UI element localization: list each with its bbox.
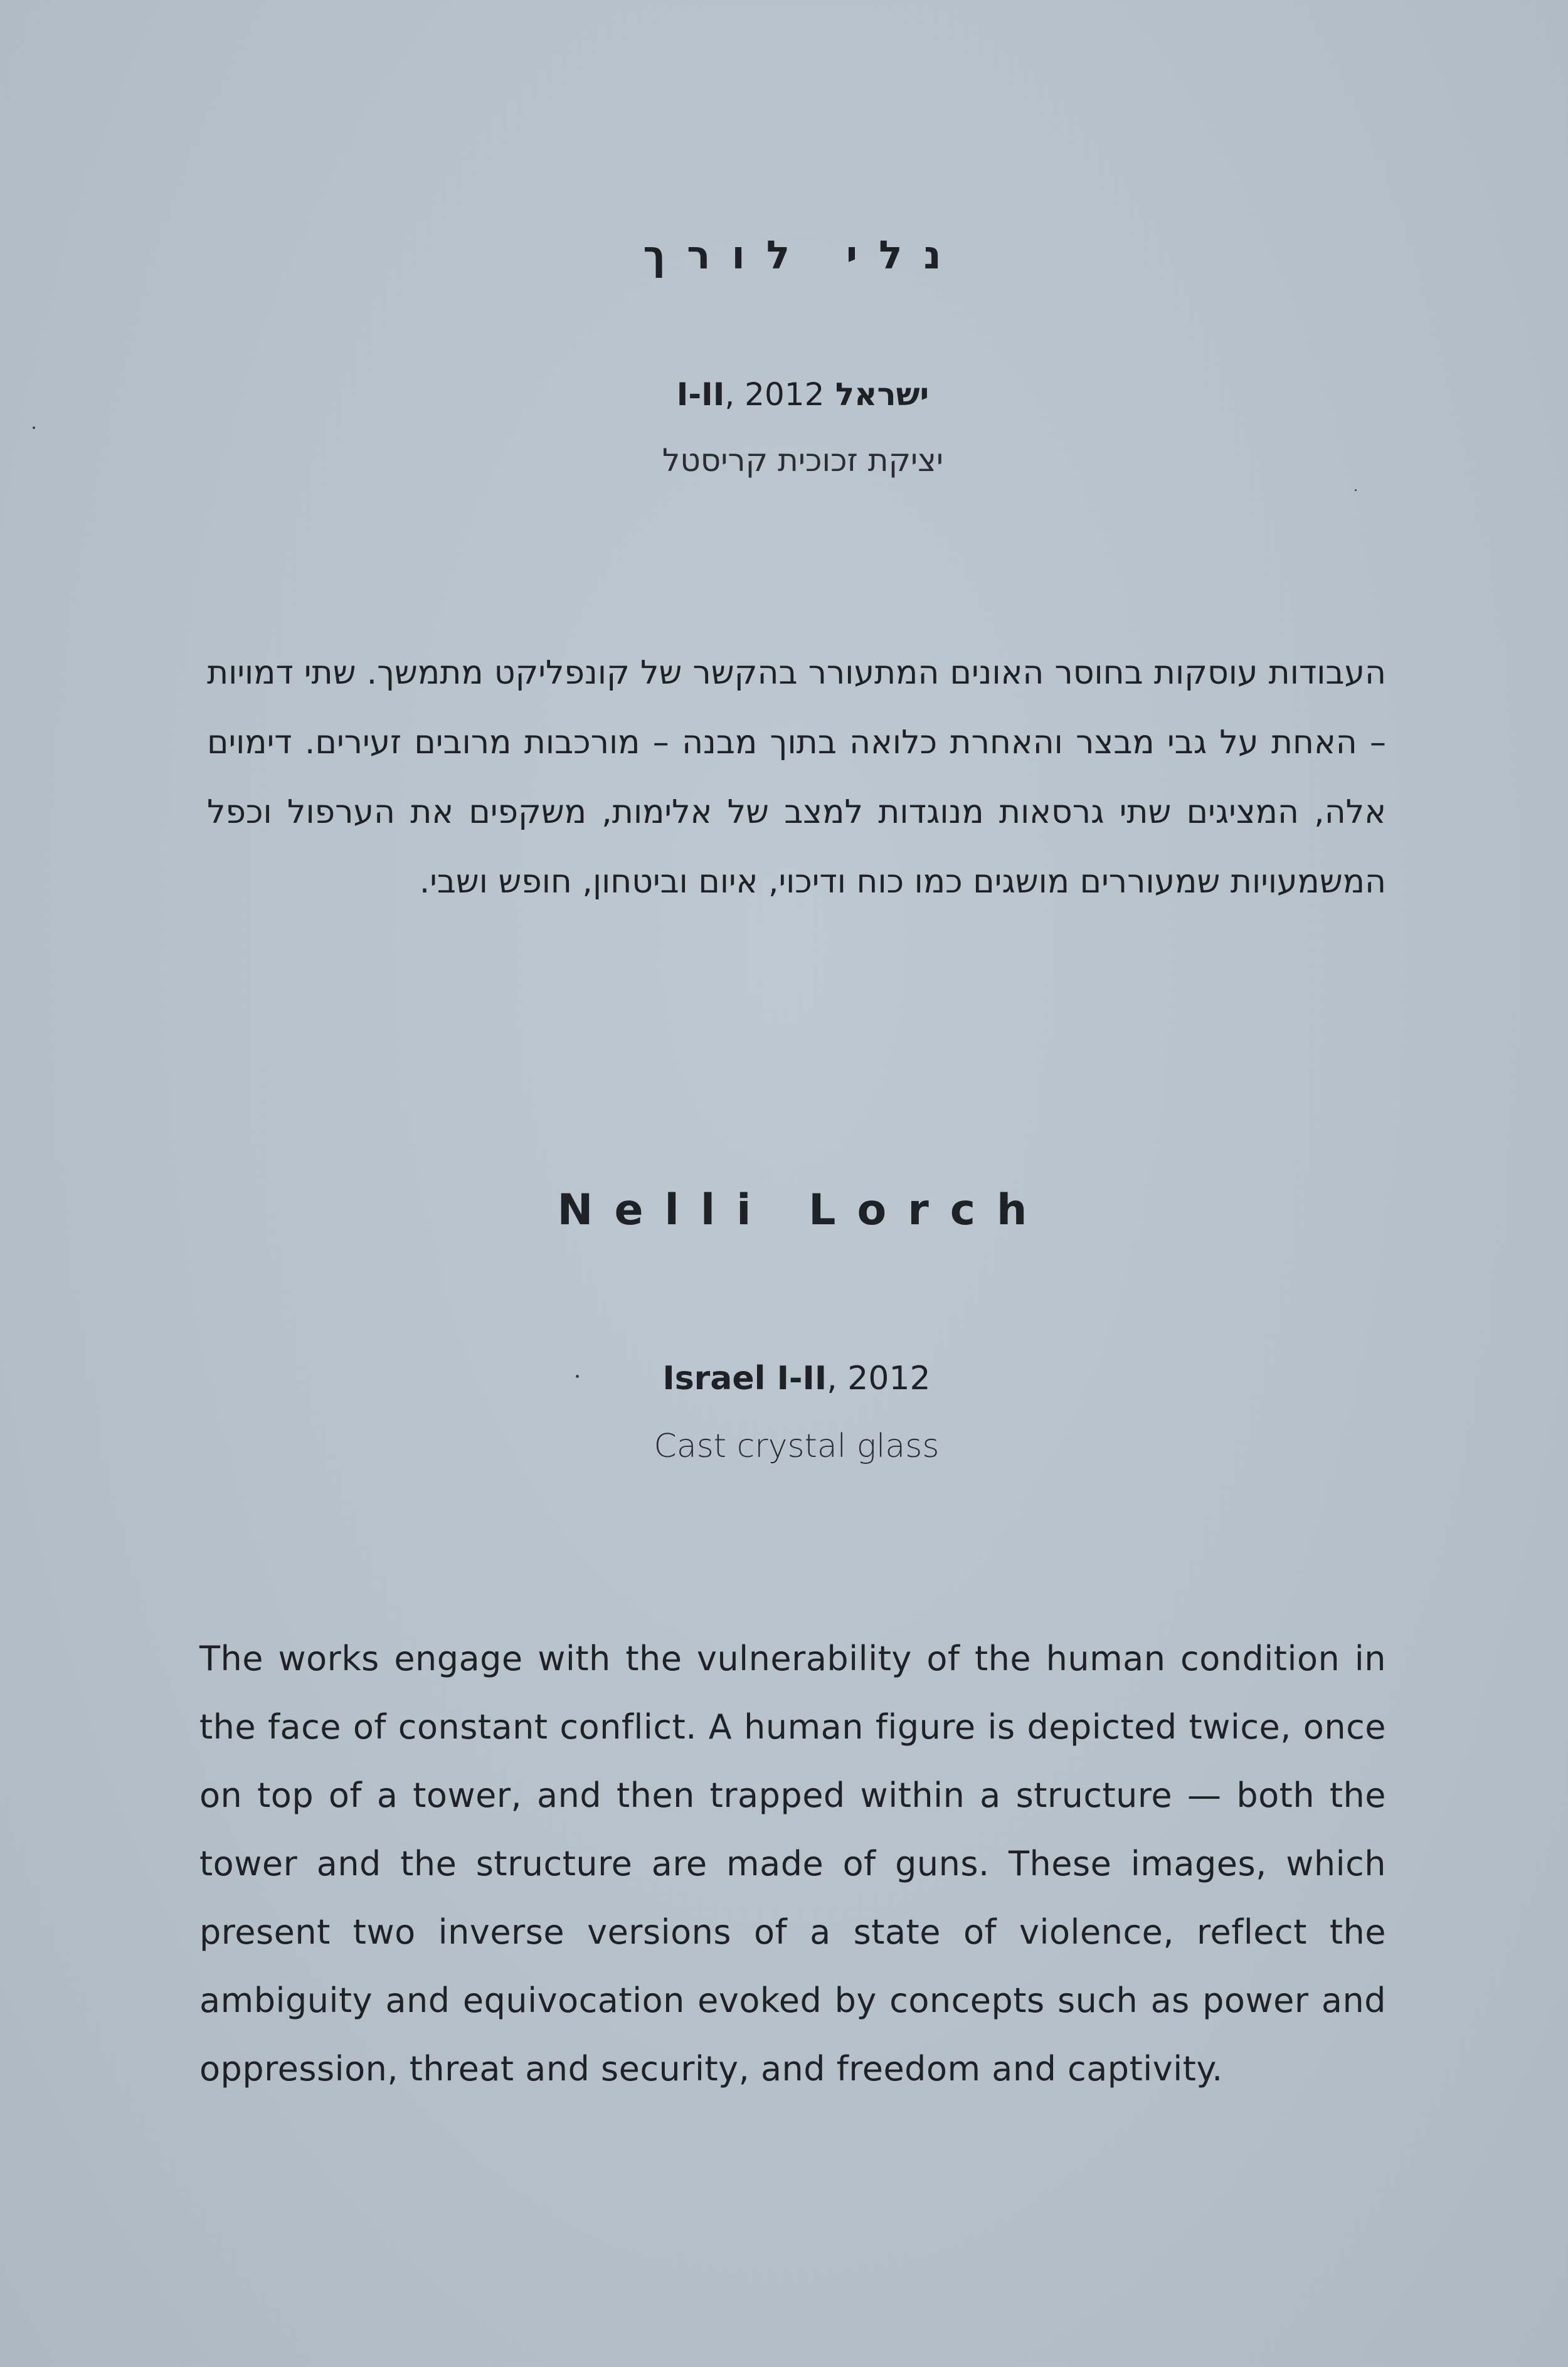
hebrew-artist-name: נלי לורך	[643, 232, 963, 278]
hebrew-work-line	[0, 376, 1568, 413]
english-description: The works engage with the vulnerability of the human condition in the face of constant conflict. A human figure is depicted twice, once on top of a tower, and then trapped within a structure — both the tower and the structure are made of guns. These images, which present two inverse versions of a state of violence, reflect the ambiguity and equivocation evoked by concepts such as power and oppression, threat and security, and freedom and captivity.	[199, 1639, 1386, 2089]
paper-speck	[576, 1375, 579, 1378]
english-artist-name: Nelli Lorch	[557, 1185, 1049, 1235]
paper-speck	[1355, 489, 1357, 491]
hebrew-work-year: , 2012	[724, 376, 825, 413]
hebrew-work-title: ישראל I-II	[676, 376, 930, 413]
english-work-line	[0, 1360, 1568, 1397]
hebrew-medium: יציקת זכוכית קריסטל	[662, 442, 944, 479]
english-medium: Cast crystal glass	[654, 1427, 940, 1465]
paper-speck	[33, 426, 35, 429]
hebrew-description: העבודות עוסקות בחוסר האונים המתעורר בהקשר של קונפליקט מתמשך. שתי דמויות – האחת על גבי מבצר והאחרת כלואה בתוך מבנה – מורכבות מרובים זעירים. דימוים אלה, המציגים שתי גרסאות מנוגדות למצב של אלימות, משקפים את הערפול וכפל המשמעויות שמעוררים מושגים כמו כוח ודיכוי, איום וביטחון, חופש ושבי.	[207, 654, 1386, 901]
english-work-year: , 2012	[827, 1360, 931, 1397]
english-work-title: Israel I-II	[662, 1360, 827, 1397]
